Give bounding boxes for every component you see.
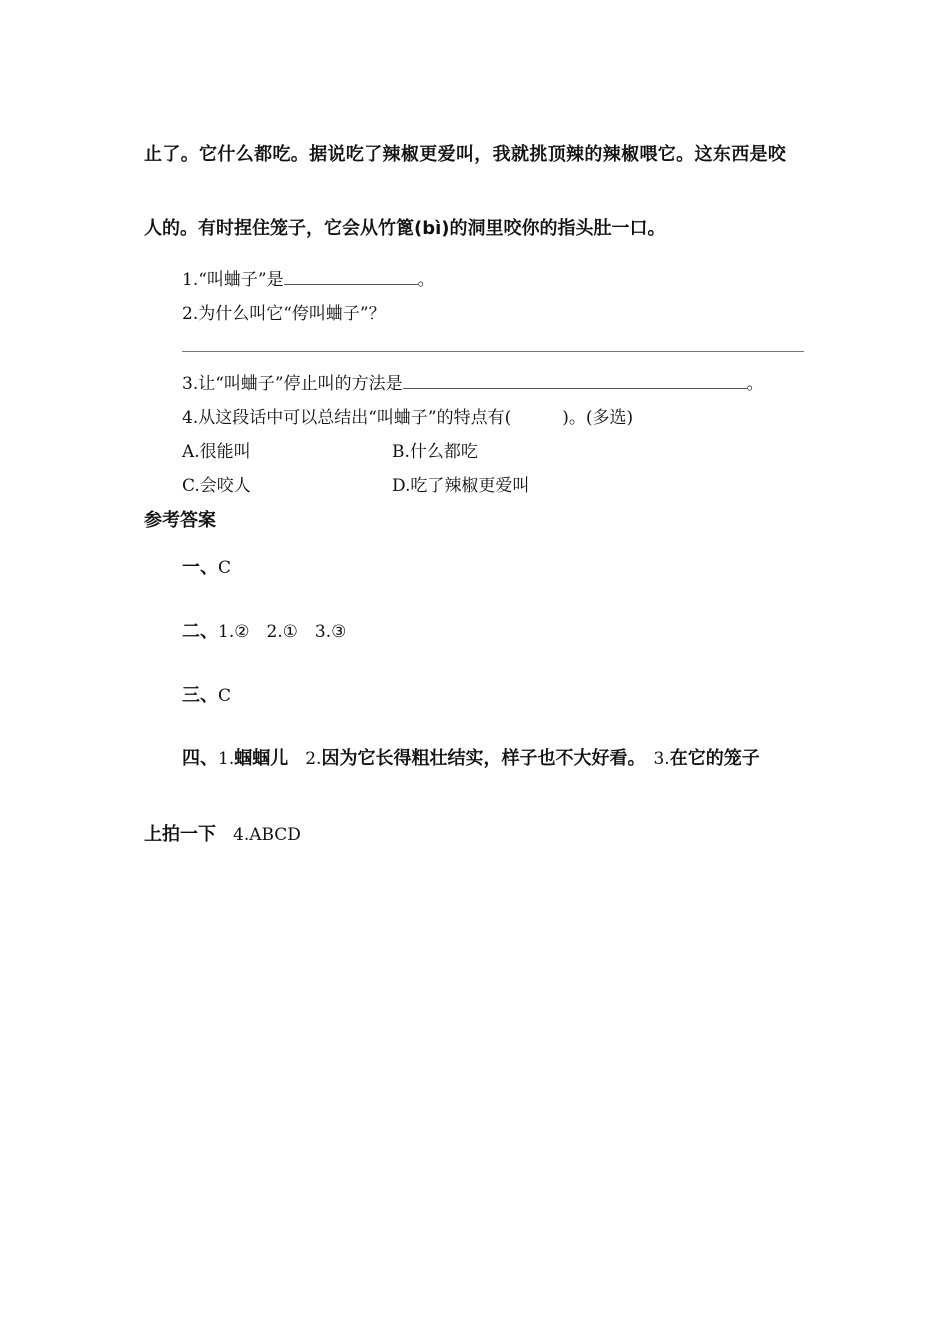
question-3 bbox=[182, 369, 764, 394]
answer-4-text-3: 在它的笼子 bbox=[669, 748, 760, 769]
answer-4-num-4: 4.ABCD bbox=[216, 825, 301, 845]
answer-4-num-1: 1. bbox=[218, 749, 235, 769]
option-d: D.吃了辣椒更爱叫 bbox=[392, 476, 530, 496]
passage-line-2: 人的。有时捏住笼子，它会从竹篦(bì)的洞里咬你的指头肚一口。 bbox=[144, 218, 666, 239]
answer-1-label: 一、 bbox=[182, 557, 218, 578]
answers-heading: 参考答案 bbox=[144, 510, 216, 531]
option-c: C.会咬人 bbox=[182, 476, 251, 496]
option-b: B.什么都吃 bbox=[392, 442, 478, 462]
question-3-text: 3.让“叫蛐子”停止叫的方法是 bbox=[182, 374, 403, 394]
answer-3-label: 三、 bbox=[182, 685, 218, 706]
answer-4-num-3: 3. bbox=[636, 749, 670, 769]
answer-line-2 bbox=[182, 351, 804, 352]
answer-4-label: 四、 bbox=[182, 748, 218, 769]
question-2: 2.为什么叫它“侉叫蛐子”？ bbox=[182, 304, 386, 324]
answer-section-1 bbox=[182, 553, 231, 579]
answer-section-2 bbox=[182, 617, 346, 643]
question-3-end: 。 bbox=[746, 374, 764, 394]
answer-2-value: 1.② 2.① 3.③ bbox=[218, 622, 347, 642]
answer-section-4-continued bbox=[144, 820, 301, 846]
question-1-text: 1.“叫蛐子”是 bbox=[182, 270, 284, 290]
question-4: 4.从这段话中可以总结出“叫蛐子”的特点有( )。(多选) bbox=[182, 408, 634, 428]
answer-2-label: 二、 bbox=[182, 621, 218, 642]
answer-1-value: C bbox=[218, 558, 232, 578]
answer-blank-3 bbox=[403, 374, 747, 389]
passage-line-1: 止了。它什么都吃。据说吃了辣椒更爱叫，我就挑顶辣的辣椒喂它。这东西是咬 bbox=[144, 144, 787, 165]
answer-4-text-1: 蝈蝈儿 bbox=[234, 748, 289, 769]
answer-blank-1 bbox=[284, 270, 418, 285]
question-1 bbox=[182, 265, 435, 290]
answer-section-4 bbox=[182, 744, 760, 770]
answer-section-3 bbox=[182, 681, 231, 707]
option-a: A.很能叫 bbox=[182, 442, 251, 462]
answer-4-num-2: 2. bbox=[288, 749, 322, 769]
answer-4-text-2: 因为它长得粗壮结实，样子也不大好看。 bbox=[321, 748, 637, 769]
question-1-end: 。 bbox=[417, 270, 435, 290]
answer-4-text-3-cont: 上拍一下 bbox=[144, 824, 216, 845]
answer-3-value: C bbox=[218, 686, 232, 706]
